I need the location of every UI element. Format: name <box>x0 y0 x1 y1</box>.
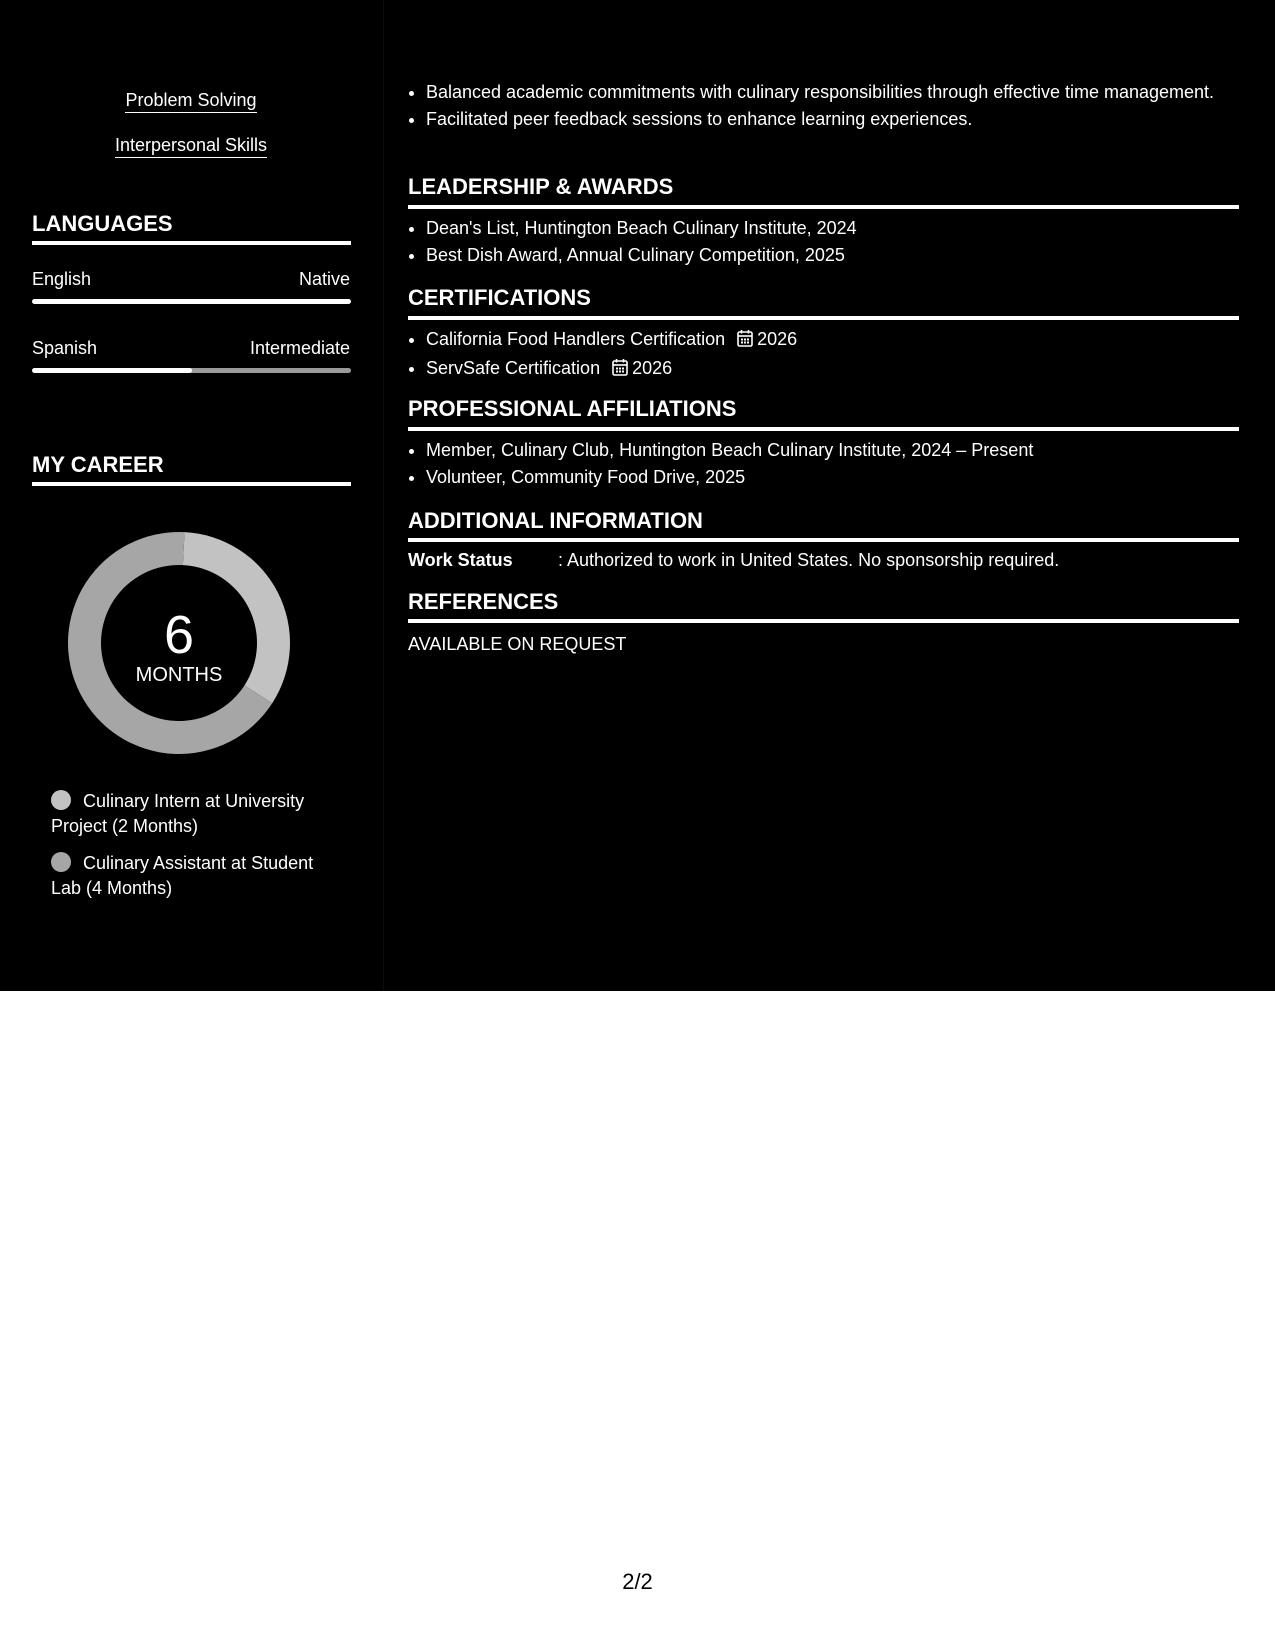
languages-heading: LANGUAGES <box>32 211 173 236</box>
language-name: Spanish <box>32 338 98 358</box>
language-level: Native <box>298 269 350 289</box>
list-item: • Facilitated peer feedback sessions to enhance learning experiences. <box>426 107 1246 131</box>
language-row <box>32 268 350 290</box>
affiliations-list <box>408 438 1246 492</box>
certification-name: California Food Handlers Certification <box>426 329 726 349</box>
references-rule <box>408 619 1239 623</box>
career-legend-item <box>51 789 341 839</box>
language-level: Intermediate <box>249 338 350 358</box>
certification-name: ServSafe Certification <box>426 358 601 378</box>
list-item: • Dean's List, Huntington Beach Culinary Institute, 2024 <box>426 216 1246 240</box>
certifications-rule <box>408 316 1239 320</box>
list-item <box>426 356 1246 382</box>
work-status-row <box>408 548 1239 572</box>
page-number: 2/2 <box>622 1569 653 1594</box>
certifications-heading: CERTIFICATIONS <box>408 285 591 310</box>
calendar-icon <box>612 358 628 382</box>
language-bar-fill <box>32 299 351 304</box>
language-bar-fill <box>32 368 192 373</box>
legend-dot <box>51 852 71 872</box>
additional-info-heading: ADDITIONAL INFORMATION <box>408 508 703 533</box>
leadership-heading: LEADERSHIP & AWARDS <box>408 174 674 199</box>
career-heading: MY CAREER <box>32 452 164 477</box>
skill-item <box>32 89 350 111</box>
skill-label: Problem Solving <box>125 90 256 113</box>
languages-rule <box>32 241 351 245</box>
leadership-rule <box>408 205 1239 209</box>
language-bar <box>32 299 351 304</box>
affiliations-rule <box>408 427 1239 431</box>
legend-dot <box>51 790 71 810</box>
career-legend-label: Culinary Intern at University Project (2 Months) <box>51 791 305 836</box>
intro-bullet-list <box>408 80 1246 134</box>
career-legend-item <box>51 851 341 901</box>
work-status-value: : Authorized to work in United States. No sponsorship required. <box>558 550 1060 570</box>
language-row <box>32 337 350 359</box>
references-heading: REFERENCES <box>408 589 559 614</box>
list-item: • Volunteer, Community Food Drive, 2025 <box>426 465 1246 489</box>
list-item: • Balanced academic commitments with culinary responsibilities through effective time management. <box>426 80 1246 104</box>
affiliations-heading: PROFESSIONAL AFFILIATIONS <box>408 396 737 421</box>
sidebar-divider <box>383 0 384 991</box>
list-item: • Best Dish Award, Annual Culinary Competition, 2025 <box>426 243 1246 267</box>
career-unit: MONTHS <box>135 664 223 686</box>
work-status-key: Work Status <box>408 550 513 570</box>
career-total: 6 <box>163 605 195 665</box>
leadership-list <box>408 216 1246 270</box>
career-legend-label: Culinary Assistant at Student Lab (4 Months) <box>51 853 314 898</box>
skill-label: Interpersonal Skills <box>115 135 267 158</box>
language-name: English <box>32 269 92 289</box>
additional-info-rule <box>408 538 1239 542</box>
skill-item <box>32 134 350 156</box>
career-rule <box>32 482 351 486</box>
references-text: AVAILABLE ON REQUEST <box>408 634 627 654</box>
list-item <box>426 327 1246 353</box>
certification-year: 2026 <box>757 329 798 349</box>
certifications-list <box>408 327 1246 385</box>
list-item: • Member, Culinary Club, Huntington Beach Culinary Institute, 2024 – Present <box>426 438 1246 462</box>
calendar-icon <box>737 329 753 353</box>
certification-year: 2026 <box>632 358 673 378</box>
language-bar <box>32 368 351 373</box>
